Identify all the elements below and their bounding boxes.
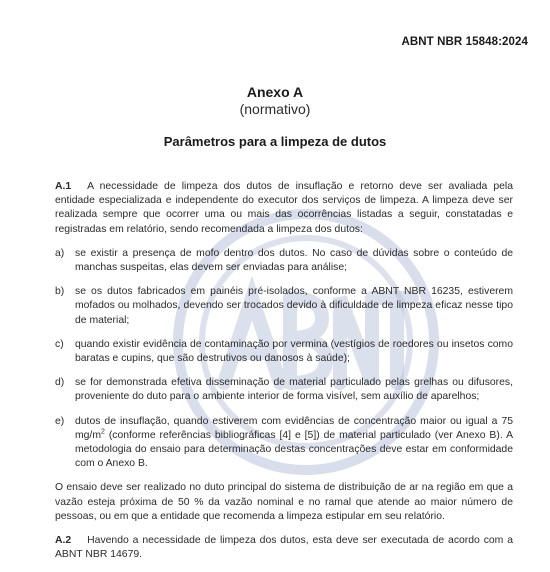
list-item xyxy=(55,338,513,366)
list-item-text-part: dutos de insuflação, quando estiverem com evidências de concentração maior ou igual a 75 mg/m xyxy=(75,415,513,441)
list-item-letter: c) xyxy=(55,338,64,350)
document-body xyxy=(55,180,513,572)
clause-text: A necessidade de limpeza dos dutos de insuflação e retorno deve ser avaliada pela entidade especializada e independente do executor dos serviços de limpeza. A limpeza deve ser realizada sempre que ocorrer uma ou mais das ocorrências listadas a seguir, constatadas e registradas em relatório, sendo recomendada a limpeza dos dutos: xyxy=(55,181,513,235)
list-item xyxy=(55,376,513,404)
list-item-letter: e) xyxy=(55,415,65,427)
clause-a1 xyxy=(55,180,513,237)
list-item-text: quando existir evidência de contaminação por vermina (vestígios de roedores ou insetos como baratas e cupins, que são destrutivos ou danosos à saúde); xyxy=(75,338,513,365)
superscript: 2 xyxy=(100,428,105,436)
paragraph: O ensaio deve ser realizado no duto principal do sistema de distribuição de ar na região em que a vazão esteja próxima de 50 % da vazão nominal e no ramal que atende ao maior número de pessoas, ou em que a entidade que recomenda a limpeza estipular em seu relatório. xyxy=(55,482,513,522)
list-item-text xyxy=(75,415,513,472)
clause-number: A.2 xyxy=(55,535,72,547)
list-item-e xyxy=(55,415,513,472)
clause-text: Havendo a necessidade de limpeza dos dutos, esta deve ser executada de acordo com a ABNT NBR 14679. xyxy=(55,535,513,561)
list-item xyxy=(55,285,513,328)
list-item-letter: d) xyxy=(55,377,65,389)
annex-title: Anexo A xyxy=(246,84,304,100)
list-item xyxy=(55,247,513,275)
list-item-text-part: (conforme referências bibliográficas [4] e [5]) de material particulado (ver Anexo B). A metodologia do ensaio para determinação destas concentrações deve estar em conformidade com o Anexo B. xyxy=(75,429,513,470)
list-item-text: se for demonstrada efetiva disseminação de material particulado pelas grelhas ou difusores, proveniente do duto para o ambiente interior de forma visível, sem auxílio de aparelhos; xyxy=(75,377,513,403)
list-item-letter: b) xyxy=(55,286,65,298)
list-item-text: se existir a presença de mofo dentro dos dutos. No caso de dúvidas sobre o conteúdo de manchas suspeitas, elas devem ser enviadas para análise; xyxy=(75,247,513,274)
clause-number: A.1 xyxy=(55,181,72,192)
list-item-letter: a) xyxy=(55,247,65,259)
annex-subtitle: (normativo) xyxy=(239,101,311,117)
list-item-text: se os dutos fabricados em painéis pré-isolados, conforme a ABNT NBR 16235, estiverem mofados ou molhados, devendo ser trocados devido à dificuldade de limpeza eficaz nesse tipo de material; xyxy=(75,286,513,326)
section-title: Parâmetros para a limpeza de dutos xyxy=(163,134,387,149)
document-code: ABNT NBR 15848:2024 xyxy=(401,36,528,48)
clause-a2 xyxy=(55,534,513,562)
